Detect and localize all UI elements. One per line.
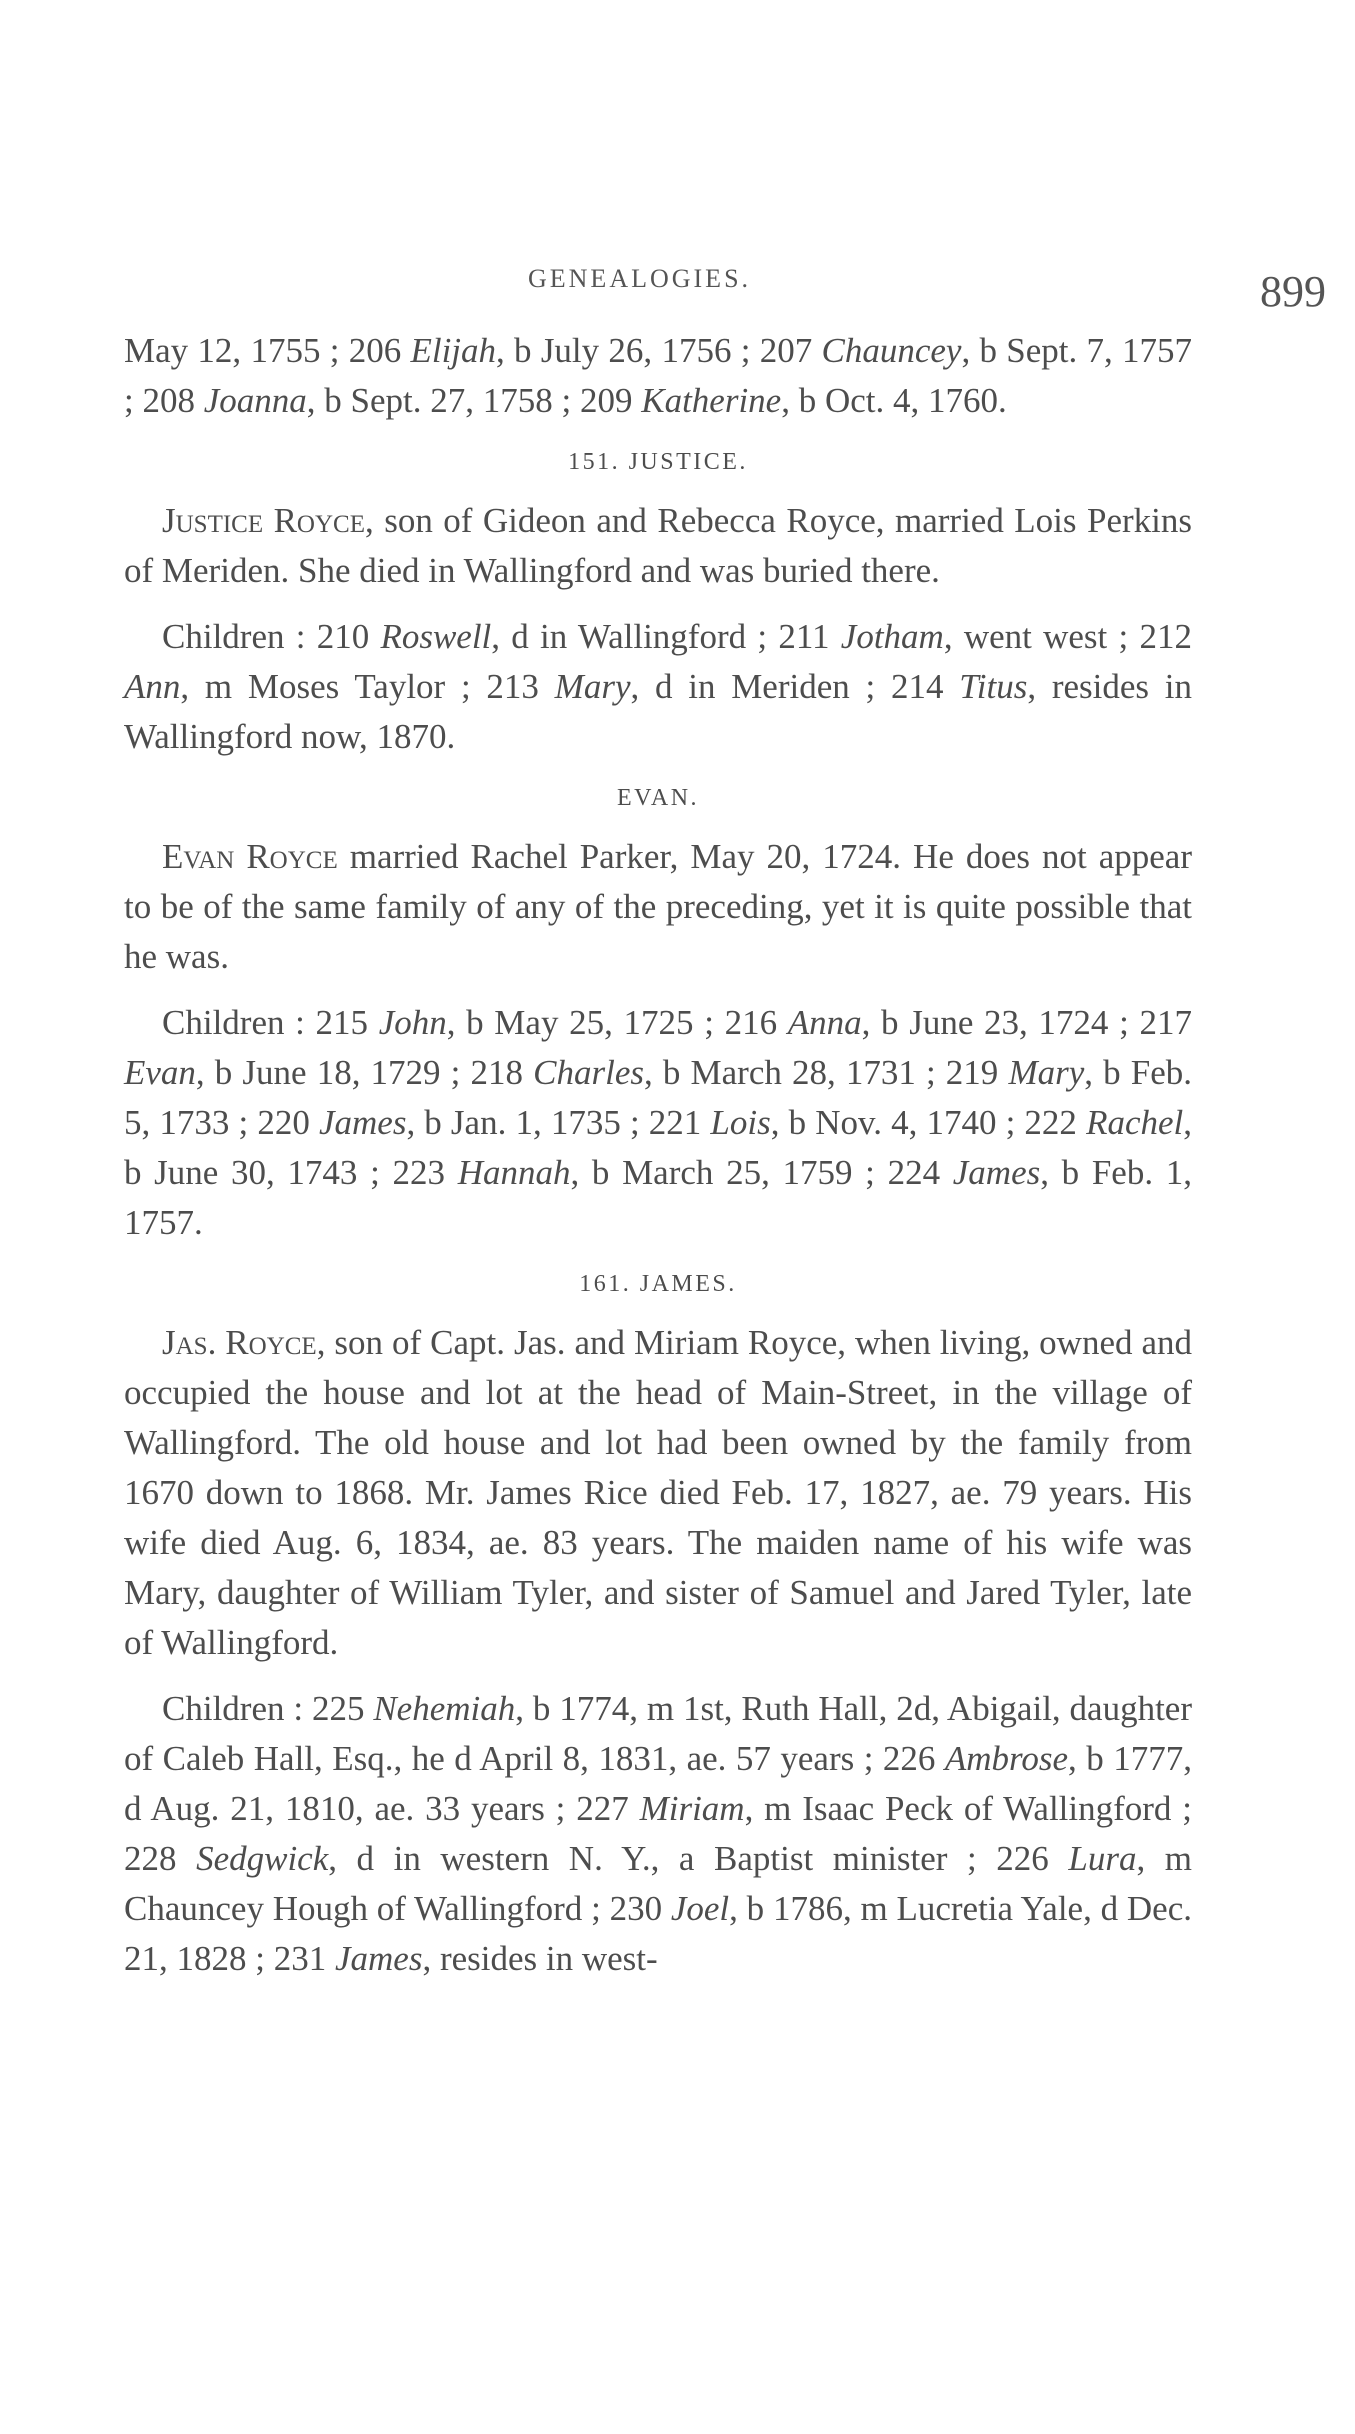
name-italic: Mary xyxy=(554,667,631,706)
text-run: , b June 18, 1729 ; 218 xyxy=(195,1053,534,1092)
genealogy-section xyxy=(124,442,1192,762)
text-run: , resides in Wallingford now, 1870. xyxy=(124,667,1192,756)
name-italic: Charles xyxy=(533,1053,645,1092)
text-run: Children : 225 xyxy=(162,1689,374,1728)
text-run: , m Isaac Peck of Wallingford ; 228 xyxy=(124,1789,1192,1878)
name-italic: Joanna xyxy=(203,381,307,420)
name-italic: Anna xyxy=(787,1003,862,1042)
text-run: , son of Gideon and Rebecca Royce, married Lois Perkins of Meriden. She died in Wallingford and was buried there. xyxy=(124,501,1192,590)
name-italic: Hannah xyxy=(457,1153,571,1192)
genealogy-section xyxy=(124,778,1192,1248)
name-italic: Chauncey xyxy=(821,331,962,370)
section-heading: EVAN. xyxy=(616,785,700,811)
text-run: , b May 25, 1725 ; 216 xyxy=(446,1003,788,1042)
text-run: , b June 23, 1724 ; 217 xyxy=(861,1003,1192,1042)
paragraph xyxy=(124,326,1192,426)
text-run: May 12, 1755 ; 206 xyxy=(124,331,411,370)
text-run: married Rachel Parker, May 20, 1724. He does not appear to be of the same family of any of the preceding, yet it is quite possible that he was. xyxy=(124,837,1192,976)
text-run: Children : 215 xyxy=(162,1003,379,1042)
text-run: , son of Capt. Jas. and Miriam Royce, when living, owned and occupied the house and lot at the head of Main-Street, in the village of Wallingford. The old house and lot had been owned by the family from 1670 down to 1868. Mr. James Rice died Feb. 17, 1827, ae. 79 years. His wife died Aug. 6, 1834, ae. 83 years. The maiden name of his wife was Mary, daughter of William Tyler, and sister of Samuel and Jared Tyler, late of Wallingford. xyxy=(124,1323,1192,1662)
name-italic: Joel xyxy=(670,1889,730,1928)
name-italic: Nehemiah xyxy=(373,1689,516,1728)
section-heading: 151. JUSTICE. xyxy=(568,449,748,475)
text-run: , b Feb. 5, 1733 ; 220 xyxy=(124,1053,1192,1142)
text-run: , b July 26, 1756 ; 207 xyxy=(496,331,822,370)
text-run: , b Oct. 4, 1760. xyxy=(781,381,1007,420)
name-italic: John xyxy=(378,1003,447,1042)
name-italic: Katherine xyxy=(641,381,782,420)
text-run: , d in western N. Y., a Baptist minister ; 226 xyxy=(328,1839,1069,1878)
text-run: , b Jan. 1, 1735 ; 221 xyxy=(406,1103,711,1142)
name-italic: Jotham xyxy=(840,617,944,656)
name-small-caps: Justice Royce xyxy=(162,501,365,540)
name-italic: Titus xyxy=(959,667,1028,706)
name-italic: Mary xyxy=(1008,1053,1085,1092)
text-run: , resides in west- xyxy=(422,1939,658,1978)
name-italic: Rachel xyxy=(1086,1103,1184,1142)
name-italic: Lois xyxy=(710,1103,771,1142)
name-italic: James xyxy=(334,1939,423,1978)
name-italic: Roswell xyxy=(380,617,492,656)
text-run: , b Sept. 7, 1757 ; 208 xyxy=(124,331,1192,420)
genealogy-section xyxy=(124,1264,1192,1984)
paragraph xyxy=(124,1684,1192,1984)
text-run: , d in Wallingford ; 211 xyxy=(491,617,841,656)
text-run: , b March 25, 1759 ; 224 xyxy=(570,1153,953,1192)
text-run: , m Moses Taylor ; 213 xyxy=(180,667,555,706)
paragraph xyxy=(124,832,1192,982)
name-italic: Lura xyxy=(1068,1839,1137,1878)
paragraph xyxy=(124,998,1192,1248)
name-italic: Miriam xyxy=(639,1789,745,1828)
text-run: , b 1777, d Aug. 21, 1810, ae. 33 years ; 227 xyxy=(124,1739,1192,1828)
text-run: Children : 210 xyxy=(162,617,381,656)
section-heading: 161. JAMES. xyxy=(579,1271,737,1297)
text-run: , b Sept. 27, 1758 ; 209 xyxy=(306,381,642,420)
body-text xyxy=(124,326,1192,2000)
text-run: , d in Meriden ; 214 xyxy=(630,667,960,706)
text-run: , b June 30, 1743 ; 223 xyxy=(124,1103,1192,1192)
text-run: , b Feb. 1, 1757. xyxy=(124,1153,1193,1242)
paragraph xyxy=(124,496,1192,596)
running-header xyxy=(0,258,1355,318)
text-run: , m Chauncey Hough of Wallingford ; 230 xyxy=(124,1839,1193,1928)
page-number: 899 xyxy=(1260,267,1326,316)
text-run: , b 1786, m Lucretia Yale, d Dec. 21, 1828 ; 231 xyxy=(124,1889,1192,1978)
name-small-caps: Evan Royce xyxy=(162,837,338,876)
name-italic: Ambrose xyxy=(944,1739,1069,1778)
name-italic: Sedgwick xyxy=(196,1839,329,1878)
genealogy-section xyxy=(124,326,1192,426)
name-italic: James xyxy=(318,1103,407,1142)
name-italic: James xyxy=(952,1153,1041,1192)
text-run: , went west ; 212 xyxy=(943,617,1192,656)
name-italic: Evan xyxy=(124,1053,196,1092)
paragraph xyxy=(124,1318,1192,1668)
name-small-caps: Jas. Royce xyxy=(162,1323,317,1362)
running-title: GENEALOGIES. xyxy=(528,264,752,293)
name-italic: Ann xyxy=(124,667,181,706)
name-italic: Elijah xyxy=(410,331,497,370)
paragraph xyxy=(124,612,1192,762)
text-run: , b March 28, 1731 ; 219 xyxy=(644,1053,1009,1092)
text-run: , b Nov. 4, 1740 ; 222 xyxy=(770,1103,1087,1142)
text-run: , b 1774, m 1st, Ruth Hall, 2d, Abigail, daughter of Caleb Hall, Esq., he d April 8, 1831, ae. 57 years ; 226 xyxy=(124,1689,1192,1778)
